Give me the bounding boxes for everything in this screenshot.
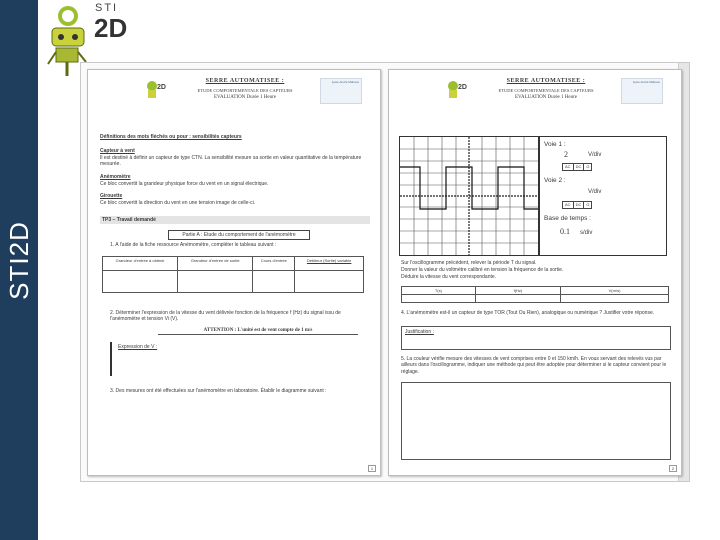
school-logo: lycée André Malraux <box>320 78 362 104</box>
section-heading: TP3 – Travail demandé <box>100 216 370 224</box>
question-2: 2. Déterminer l'expression de la vitesse du vent délivrée fonction de la fréquence f (Hz) du signal issu de l'anémomètre et tension Vi (V). <box>110 310 341 323</box>
page-number: 1 <box>368 465 376 472</box>
capteur-text: Il est destiné à définir un capteur de type CTN. La sensibilité mesure sa sortie en valeur quantitative de la température mesurée. <box>100 155 362 168</box>
table-measures: T(s) f(Hz) V(m/s) <box>401 286 669 303</box>
page-number: 2 <box>669 465 677 472</box>
page-header: SERRE AUTOMATISEE : ETUDE COMPORTEMENTALE DES CAPTEURS EVALUATION Durée 1 Heure <box>498 78 594 101</box>
voie1-mode: AC DC G <box>562 163 592 171</box>
justification-box[interactable]: Justification : <box>401 326 671 350</box>
oscilloscope-settings <box>539 136 667 256</box>
voie1-unit: V/div <box>588 152 602 158</box>
girouette-title: Girouette <box>100 193 123 199</box>
2d-logo-small-icon: 2D <box>445 78 473 102</box>
table-q1: Grandeur d'entrée à obtenir Grandeur d'entrée de sortie Cours d'entrée Débiteur (Sortie) variable <box>102 256 364 293</box>
girouette-text: Ce bloc convertit la direction du vent en une tension image de celle-ci. <box>100 200 256 206</box>
osc-text-3: Déduire la vitesse du vent correspondante. <box>401 274 497 280</box>
anemo-text: Ce bloc convertit la grandeur physique force du vent en un signal électrique. <box>100 181 269 187</box>
document-viewer[interactable] <box>80 62 690 482</box>
anemo-title: Anémomètre <box>100 174 131 180</box>
base-temps-label: Base de temps : <box>544 215 591 222</box>
intro-text: Définitions des mots fléchés ou pour : sensibilités capteurs <box>100 134 242 140</box>
partie-title: Partie A : Etude du comportement de l'anémomètre <box>168 230 310 240</box>
capteur-title: Capteur à vent <box>100 148 135 154</box>
page-header: SERRE AUTOMATISEE : ETUDE COMPORTEMENTALE DES CAPTEURS EVALUATION Durée 1 Heure <box>197 78 293 101</box>
question-4: 4. L'anémomètre est-il un capteur de type TOR (Tout Ou Rien), analogique ou numérique ? Justifier votre réponse. <box>401 310 655 316</box>
question-5: 5. La couleur vérifie mesure des vitesses de vent comprises entre 0 et 150 km/h. En vous servant des relevés vus par ailleurs dans l'oscillogramme, indiquer une méthode qui peut être adoptée pour déterminer si le capteur convient pour le réglage. <box>401 356 667 375</box>
sidebar <box>0 0 38 540</box>
document-page-1 <box>87 69 381 476</box>
attention-note: ATTENTION : L'unité est de vent compte de 1 m/s <box>158 328 358 335</box>
document-page-2 <box>388 69 682 476</box>
sidebar-title: STI2D <box>3 220 34 300</box>
expression-box[interactable]: Expression de V : <box>110 342 370 376</box>
voie1-value: 2 <box>564 150 568 159</box>
logo-sti-text: STI <box>95 2 119 14</box>
voie2-unit: V/div <box>588 189 602 195</box>
2d-logo-small-icon: 2D <box>144 78 172 102</box>
oscillogram-icon <box>400 137 538 255</box>
question-1: 1. A l'aide de la fiche ressource Anémomètre, compléter le tableau suivant : <box>110 242 277 248</box>
voie1-label: Voie 1 : <box>544 141 566 148</box>
school-logo: lycée André Malraux <box>621 78 663 104</box>
question-3: 3. Des mesures ont été effectuées sur l'anémomètre en laboratoire. Établir le diagramme suivant : <box>110 388 327 394</box>
oscillogram-grid <box>399 136 539 256</box>
base-temps-unit: s/div <box>580 230 593 236</box>
voie2-mode: AC DC G <box>562 201 592 209</box>
answer-box-5[interactable] <box>401 382 671 460</box>
logo-2d-text: 2D <box>94 13 128 43</box>
osc-text-2: Donner la valeur du voltmètre calibré en tension la fréquence de la sortie. <box>401 267 564 273</box>
osc-text-1: Sur l'oscillogramme précédent, relever la période T du signal. <box>401 260 537 266</box>
base-temps-value: 0.1 <box>560 227 570 236</box>
voie2-label: Voie 2 : <box>544 177 566 184</box>
